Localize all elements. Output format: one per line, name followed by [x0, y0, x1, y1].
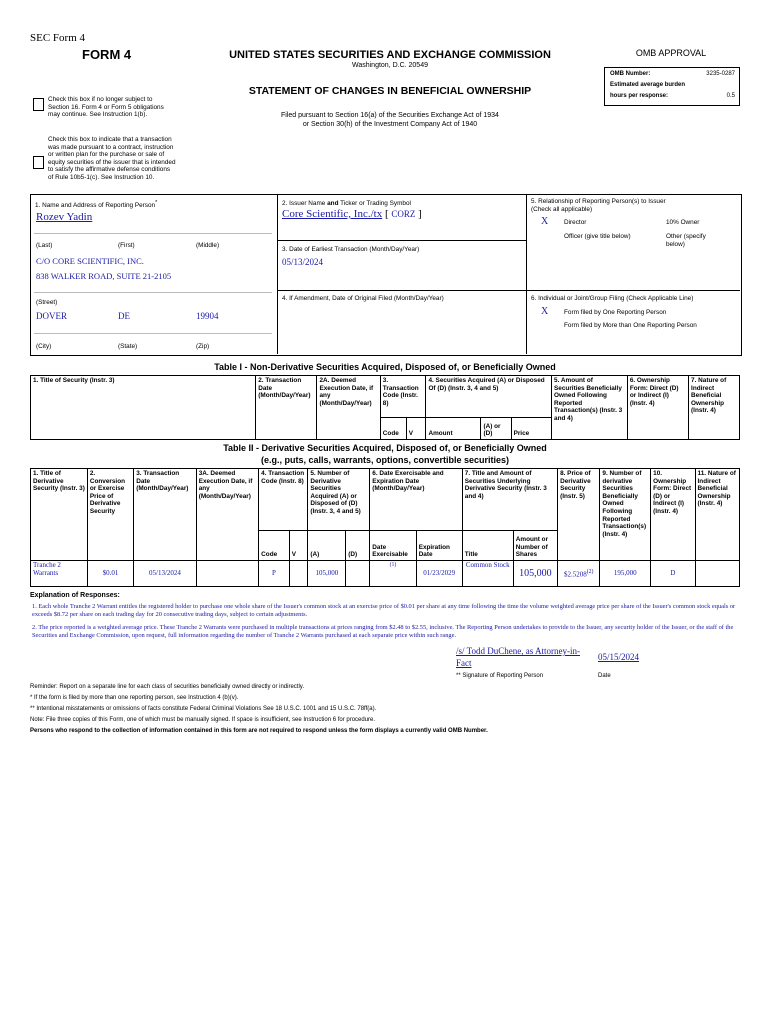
t2-h10: 10. Ownership Form: Direct (D) or Indirect (I) (Instr. 4)	[651, 469, 695, 561]
t2-h6: 6. Date Exercisable and Expiration Date (Month/Day/Year)	[370, 469, 462, 531]
t2-h4: 4. Transaction Code (Instr. 8)	[259, 469, 308, 531]
box4-label: 4. If Amendment, Date of Original Filed (Month/Day/Year)	[282, 295, 444, 302]
box5-label-1: 5. Relationship of Reporting Person(s) to Issuer	[531, 198, 666, 205]
box3-label: 3. Date of Earliest Transaction (Month/Day/Year)	[282, 246, 420, 253]
street-label: (Street)	[36, 299, 58, 306]
t2-expiration: Expiration Date	[416, 531, 462, 561]
form-title: FORM 4	[82, 47, 132, 62]
row-expiration: 01/23/2029	[416, 561, 462, 587]
section16-checkbox[interactable]	[33, 98, 44, 111]
row-form: D	[651, 561, 695, 587]
t2-h1: 1. Title of Derivative Security (Instr. 3)	[31, 469, 88, 561]
rule10b5-checkbox[interactable]	[33, 156, 44, 169]
t2-h9: 9. Number of derivative Securities Beneficially Owned Following Reported Transaction(s) (Instr. 4)	[600, 469, 651, 561]
omb-box	[604, 67, 740, 106]
more-persons-label: Form filed by More than One Reporting Person	[564, 322, 697, 329]
t2-h7: 7. Title and Amount of Securities Underlying Derivative Security (Instr. 3 and 4)	[462, 469, 557, 531]
t2-h8: 8. Price of Derivative Security (Instr. 5)	[558, 469, 600, 561]
zip-label: (Zip)	[196, 343, 210, 350]
issuer-name[interactable]: Core Scientific, Inc./tx	[282, 208, 383, 220]
t1-code: Code	[380, 418, 406, 440]
row-owned: 195,000	[600, 561, 651, 587]
footer-reminder: Reminder: Report on a separate line for each class of securities beneficially owned directly or indirectly.	[30, 684, 305, 690]
signature-name[interactable]: /s/ Todd DuChene, as Attorney-in- Fact	[456, 646, 580, 668]
section16-text: Check this box if no longer subject to Section 16. Form 4 or Form 5 obligations may continue. See Instruction 1(b).	[48, 96, 164, 119]
t1-amount: Amount	[426, 418, 481, 440]
omb-number-value: 3235-0287	[706, 71, 735, 77]
one-person-label: Form filed by One Reporting Person	[564, 309, 667, 316]
t2-h11: 11. Nature of Indirect Beneficial Ownership (Instr. 4)	[695, 469, 739, 561]
rule10b5-text: Check this box to indicate that a transaction was made pursuant to a contract, instruction or written plan for the purchase or sale of equity securities of the issuer that is intended to satisfy the affirmative defense conditions of Rule 10b5-1(c). See Instruction 10.	[48, 136, 176, 181]
agency-name: UNITED STATES SECURITIES AND EXCHANGE COMMISSION	[229, 49, 551, 61]
t2-amount-shares: Amount or Number of Shares	[513, 531, 557, 561]
row-amount: 105,000	[513, 561, 557, 587]
filed-text-1: Filed pursuant to Section 16(a) of the Securities Exchange Act of 1934	[281, 112, 499, 119]
row-security: Tranche 2 Warrants	[31, 561, 88, 587]
omb-number-label: OMB Number:	[610, 71, 651, 77]
footer-star-2: ** Intentional misstatements or omissions of facts constitute Federal Criminal Violations See 18 U.S.C. 1001 and 15 U.S.C. 78ff(a).	[30, 706, 377, 712]
row-date-exercisable[interactable]: (1)	[370, 561, 416, 587]
explanation-note-2: 2. The price reported is a weighted average price. These Tranche 2 Warrants were purchased in multiple transactions at prices ranging from $2.48 to $2.55, inclusive. The Reporting Person undertakes to provide to the Issuer, any security holder of the Issuer, or the staff of the Securities and Exchange Commission, upon request, full information regarding the number of Tranche 2 Warrants purchased at each separate price within such range.	[32, 624, 734, 639]
last-label: (Last)	[36, 242, 53, 249]
box1-label: 1. Name and Address of Reporting Person*	[35, 200, 158, 210]
omb-title: OMB APPROVAL	[635, 48, 707, 58]
footer-star-1: * If the form is filed by more than one reporting person, see Instruction 4 (b)(v).	[30, 695, 239, 701]
issuer-line: Core Scientific, Inc./tx [ CORZ ]	[282, 208, 422, 220]
row-tx-date: 05/13/2024	[134, 561, 196, 587]
signature-date-label: Date	[598, 673, 611, 679]
t2-a: (A)	[308, 531, 346, 561]
t2-code: Code	[259, 531, 290, 561]
city-value: DOVER	[36, 311, 67, 321]
row-d	[346, 561, 370, 587]
omb-burden-label-2: hours per response:	[610, 93, 669, 99]
box6-label: 6. Individual or Joint/Group Filing (Check Applicable Line)	[531, 295, 694, 302]
t2-d: (D)	[346, 531, 370, 561]
state-value: DE	[118, 311, 130, 321]
box2-label: 2. Issuer Name and Ticker or Trading Symbol	[282, 200, 411, 207]
table2-title-1: Table II - Derivative Securities Acquired, Disposed of, or Beneficially Owned	[223, 443, 547, 453]
statement-title: STATEMENT OF CHANGES IN BENEFICIAL OWNERSHIP	[248, 85, 532, 97]
table2	[30, 468, 740, 587]
t2-date-exercisable: Date Exercisable	[370, 531, 416, 561]
director-label: Director	[564, 219, 587, 226]
signature-label: ** Signature of Reporting Person	[456, 673, 544, 679]
t1-price: Price	[511, 418, 551, 440]
row-title: Common Stock	[462, 561, 513, 587]
one-person-check[interactable]: X	[541, 306, 549, 317]
ten-pct-owner-label: 10% Owner	[666, 219, 700, 226]
ticker-symbol: CORZ	[391, 209, 416, 219]
t2-title: Title	[462, 531, 513, 561]
t2-h5: 5. Number of Derivative Securities Acquired (A) or Disposed of (D) (Instr. 3, 4 and 5)	[308, 469, 370, 531]
director-check[interactable]: X	[541, 216, 549, 227]
earliest-transaction-date: 05/13/2024	[282, 257, 324, 267]
row-code: P	[259, 561, 290, 587]
address-line-1: C/O CORE SCIENTIFIC, INC.	[36, 256, 144, 266]
t1-h6: 6. Ownership Form: Direct (D) or Indirect (I) (Instr. 4)	[627, 376, 688, 440]
t2-h3a: 3A. Deemed Execution Date, if any (Month/Day/Year)	[196, 469, 258, 561]
middle-label: (Middle)	[196, 242, 220, 249]
t1-h2: 2. Transaction Date (Month/Day/Year)	[256, 376, 317, 440]
row-deemed-date	[196, 561, 258, 587]
t2-h3: 3. Transaction Date (Month/Day/Year)	[134, 469, 196, 561]
table2-title-2: (e.g., puts, calls, warrants, options, convertible securities)	[260, 455, 510, 465]
address-line-2: 838 WALKER ROAD, SUITE 21-2105	[36, 271, 172, 281]
t1-h3: 3. Transaction Code (Instr. 8)	[380, 376, 426, 418]
agency-city: Washington, D.C. 20549	[351, 62, 428, 69]
first-label: (First)	[118, 242, 135, 249]
top-label: SEC Form 4	[30, 32, 86, 44]
other-label: Other (specify below)	[666, 233, 706, 248]
t1-h4: 4. Securities Acquired (A) or Disposed Of (D) (Instr. 3, 4 and 5)	[426, 376, 552, 418]
row-conv-price: $0.01	[87, 561, 133, 587]
signature-date: 05/15/2024	[598, 652, 640, 662]
t1-h2a: 2A. Deemed Execution Date, if any (Month/Day/Year)	[317, 376, 380, 440]
table1	[30, 375, 740, 440]
table-row	[31, 561, 740, 587]
t1-aord: (A) or (D)	[481, 418, 511, 440]
table1-title: Table I - Non-Derivative Securities Acquired, Disposed of, or Beneficially Owned	[214, 362, 556, 372]
officer-label: Officer (give title below)	[564, 233, 631, 240]
t2-h2: 2. Conversion or Exercise Price of Derivative Security	[87, 469, 133, 561]
row-nature	[695, 561, 739, 587]
row-v	[289, 561, 308, 587]
zip-value: 19904	[196, 311, 219, 321]
omb-burden-label-1: Estimated average burden	[610, 82, 686, 88]
t1-h7: 7. Nature of Indirect Beneficial Ownership (Instr. 4)	[689, 376, 740, 440]
row-a: 105,000	[308, 561, 346, 587]
explanation-note-1: 1. Each whole Tranche 2 Warrant entitles the registered holder to purchase one whole share of the Issuer's common stock at an exercise price of $0.01 per share at any time following the time the volume weighted average price per share of the Issuer's common stock equals or exceeds $8.72 per share on each trading day for 20 consecutive trading days, subject to certain adjustments.	[32, 603, 736, 618]
t1-v: V	[406, 418, 426, 440]
t2-v: V	[289, 531, 308, 561]
filed-text-2: or Section 30(h) of the Investment Company Act of 1940	[302, 121, 478, 128]
omb-burden-value: 0.5	[726, 93, 735, 99]
t1-h1: 1. Title of Security (Instr. 3)	[31, 376, 256, 440]
footer-persons: Persons who respond to the collection of information contained in this form are not required to respond unless the form displays a currently valid OMB Number.	[30, 728, 488, 734]
city-label: (City)	[36, 343, 52, 350]
explanation-title: Explanation of Responses:	[30, 592, 120, 599]
reporting-person-name[interactable]: Rozev Yadin	[36, 211, 93, 223]
t1-h5: 5. Amount of Securities Beneficially Owned Following Reported Transaction(s) (Instr. 3 and 4)	[552, 376, 628, 440]
state-label: (State)	[118, 343, 138, 350]
footer-note: Note: File three copies of this Form, one of which must be manually signed. If space is insufficient, see Instruction 6 for procedure.	[30, 717, 376, 723]
box5-label-2: (Check all applicable)	[531, 206, 593, 213]
row-price[interactable]: $2.5208$^{(2)}$	[558, 561, 600, 587]
